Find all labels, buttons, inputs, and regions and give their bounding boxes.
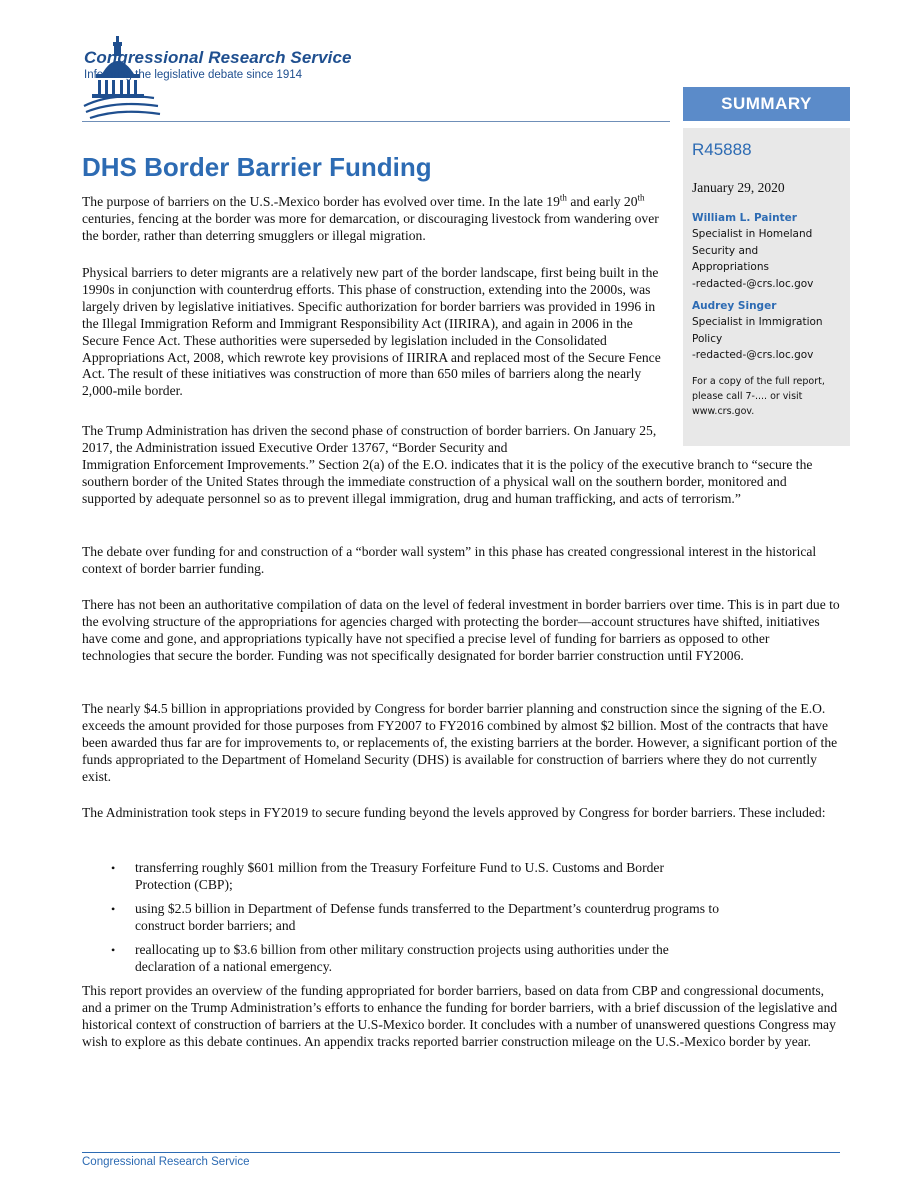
paragraph-second-phase-b: Immigration Enforcement Improvements.” Section 2(a) of the E.O. indicates that it is the policy of the executive branch to “secure the southern border of the United States through the immediate construction of a physical wall on the southern border, monitored and supported by adequate personnel so as to prevent illegal immigration, drug and human trafficking, and acts of terrorism.” (82, 457, 813, 506)
list-item: • reallocating up to $3.6 billion from other military construction projects using authorities under the declaration of a national emergency. (111, 941, 669, 974)
summary-sidebar (683, 128, 850, 446)
bullet-icon: • (111, 861, 116, 875)
author-title-line: Specialist in Immigration (692, 316, 823, 328)
author-email: -redacted-@crs.loc.gov (692, 349, 814, 361)
org-tagline: Informing the legislative debate since 1914 (84, 69, 303, 81)
bullet-icon: • (111, 942, 116, 957)
paragraph-first-phase: Physical barriers to deter migrants are a relatively new part of the border landscape, first being built in the 1990s in conjunction with counterdrug efforts. This phase of construction, extending into the 2000s, was largely driven by legislative initiatives. Specific authorization for border barriers was provided in 1996 in the Illegal Immigration Reform and Immigrant Responsibility Act (IIRIRA), and again in 2006 in the Secure Fence Act. These authorities were superseded by legislation included in the Consolidated Appropriations Act, 2008, which rewrote key provisions of IIRIRA and replaced most of the Secure Fence Act. The result of these initiatives was construction of more than 650 miles of barriers along the nearly 2,000-mile border. (82, 265, 661, 399)
paragraph-debate: The debate over funding for and construction of a “border wall system” in this phase has created congressional interest in the historical context of border barrier funding. (82, 544, 817, 576)
bullet-icon: • (111, 901, 116, 916)
author-name: William L. Painter (692, 212, 797, 224)
paragraph-overview: This report provides an overview of the funding appropriated for border barriers, based on data from CBP and congressional documents, and a primer on the Trump Administration’s efforts to enhance the funding for border barriers, with a brief discussion of the legislative and historical context of construction of barriers at the U.S-Mexico border. It concludes with a number of unanswered questions Congress may wish to explore as this debate continues. An appendix tracks reported barrier construction mileage on the U.S.-Mexico border by year. (82, 983, 838, 1049)
copy-note-line: please call 7-.... or visit (692, 390, 803, 402)
author-name: Audrey Singer (692, 300, 777, 312)
author-block (692, 298, 844, 364)
paragraph-intro: The purpose of barriers on the U.S.-Mexico border has evolved over time. In the late 19th and early 20th centuries, fencing at the border was more for demarcation, or discouraging livestock from wandering over the border, rather than deterring smugglers or illegal migration. (82, 192, 659, 243)
paragraph-fy2019-steps: The Administration took steps in FY2019 to secure funding beyond the levels approved by Congress for border barriers. These included: (82, 805, 826, 820)
author-title-line: Policy (692, 332, 723, 345)
report-date: January 29, 2020 (692, 180, 785, 195)
footer-org-name: Congressional Research Service (82, 1156, 250, 1168)
author-title-line: Appropriations (692, 261, 769, 273)
paragraph-compilation: There has not been an authoritative compilation of data on the level of federal investment in border barriers over time. This is in part due to the evolving structure of the appropriations for agencies charged with protecting the border—account structures have shifted, initiatives have come and gone, and appropriations typically have not specified a precise level of funding for barriers as opposed to other technologies that secure the border. Funding was not specifically designated for border barrier construction until FY2006. (82, 597, 840, 663)
funding-steps-list (82, 860, 802, 982)
author-title-line: Security and (692, 244, 759, 257)
summary-tab: SUMMARY (683, 87, 850, 121)
footer-divider (82, 1152, 840, 1153)
copy-note-line: For a copy of the full report, (692, 375, 825, 387)
org-name: Congressional Research Service (84, 48, 352, 67)
header-divider (82, 121, 670, 122)
paragraph-second-phase-a: The Trump Administration has driven the second phase of construction of border barriers. On January 25, 2017, the Administration issued Executive Order 13767, “Border Security and (82, 423, 657, 455)
page-title: DHS Border Barrier Funding (82, 152, 432, 182)
author-block (692, 210, 844, 292)
author-email: -redacted-@crs.loc.gov (692, 277, 814, 290)
author-title-line: Specialist in Homeland (692, 228, 813, 240)
paragraph-appropriations: The nearly $4.5 billion in appropriations provided by Congress for border barrier planning and construction since the signing of the E.O. exceeds the amount provided for those purposes from FY2007 to FY2016 combined by almost $2 billion. Most of the contracts that have been awarded thus far are for improvements to, or replacements of, the existing barriers at the border. However, a significant portion of the funds appropriated to the Department of Homeland Security (DHS) is available for construction of barriers where they do not currently exist. (82, 701, 838, 784)
list-item: • using $2.5 billion in Department of Defense funds transferred to the Department’s counterdrug programs to construct border barriers; and (111, 900, 719, 933)
report-number: R45888 (692, 140, 752, 159)
copy-note-link[interactable]: www.crs.gov. (692, 405, 755, 417)
list-item: • transferring roughly $601 million from the Treasury Forfeiture Fund to U.S. Customs and Border Protection (CBP); (111, 860, 664, 892)
copy-note (692, 374, 844, 419)
